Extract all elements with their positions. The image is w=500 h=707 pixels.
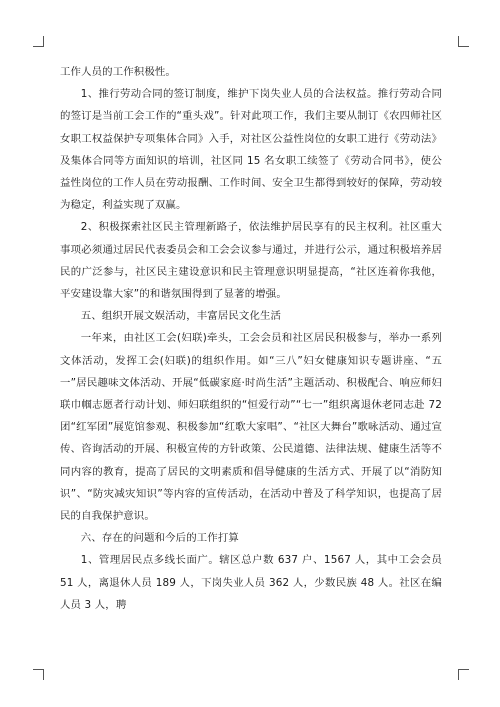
crop-mark-bottom-left — [33, 669, 44, 680]
paragraph-continuation: 工作人员的工作积极性。 — [60, 66, 176, 78]
section-heading-problems-plans: 六、存在的问题和今后的工作打算 — [80, 532, 239, 545]
paragraph-resident-management: 1、管理居民点多线长面广。辖区总户数 637 户、1567 人，其中工会会员 51 人，离退休人员 189 人，下岗失业人员 362 人，少数民族 48 人。社区在编人员 3 人，聘 — [60, 554, 442, 611]
paragraph-cultural-activities: 一年来，由社区工会(妇联)牵头，工会会员和社区居民积极参与，举办一系列文体活动，发挥工会(妇联)的组织作用。如“三八”妇女健康知识专题讲座、“五一”居民趣味文体活动、开展“低碳家庭·时尚生活”主题活动、积极配合、响应师妇联巾帼志愿者行动计划、师妇联组织的“恒爱行动”“七一”组织离退休老同志赴 72 团“红军团”展览馆参观、积极参加“红歌大家唱”、“社区大舞台”歌咏活动、通过宣传、咨询活动的开展、积极宣传的方针政策、公民道德、法律法规、健康生活等不同内容的教育，提高了居民的文明素质和倡导健康的生活方式、开展了以“消防知识”、“防灾减灾知识”等内容的宣传活动，在活动中普及了科学知识，也提高了居民的自我保护意识。 — [60, 332, 442, 523]
document-body — [60, 61, 442, 616]
crop-mark-top-left — [33, 36, 44, 47]
paragraph-democratic-management: 2、积极探索社区民主管理新路子，依法维护居民享有的民主权利。社区重大事项必须通过居民代表委员会和工会会议参与通过，并进行公示，通过积极培养居民的广泛参与，社区民主建设意识和民主管理意识明显提高，“社区连着你我他，平安建设靠大家”的和谐氛围得到了显著的增强。 — [60, 221, 442, 301]
crop-mark-top-right — [458, 36, 469, 47]
crop-mark-bottom-right — [458, 669, 469, 680]
section-heading-cultural-activities: 五、组织开展文娱活动，丰富居民文化生活 — [80, 310, 282, 323]
paragraph-labor-contract: 1、推行劳动合同的签订制度，维护下岗失业人员的合法权益。推行劳动合同的签订是当前工会工作的“重头戏”。针对此项工作，我们主要从制订《农四师社区女职工权益保护专项集体合同》入手，对社区公益性岗位的女职工进行《劳动法》及集体合同等方面知识的培训，社区同 15 名女职工续签了《劳动合同书》，使公益性岗位的工作人员在劳动报酬、工作时间、安全卫生都得到较好的保障，劳动较为稳定，利益实现了双赢。 — [60, 88, 442, 212]
